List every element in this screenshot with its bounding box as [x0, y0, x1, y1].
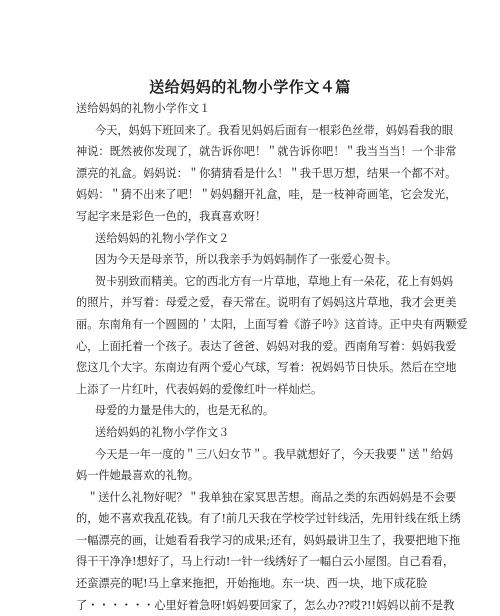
text-line: 写起字来是彩色一色的，我真喜欢呀！ — [76, 209, 267, 223]
text-line: 上添了一片红叶，代表妈妈的爱像红叶一样灿烂。 — [76, 382, 323, 396]
text-line: 母爱的力量是伟大的，也是无私的。 — [95, 404, 275, 418]
text-line: 您这几个大字。东南边有两个爱心气球，写着：祝妈妈节日快乐。然后在空地 — [76, 361, 457, 375]
section-heading: 送给妈妈的礼物小学作文２ — [95, 231, 230, 245]
text-line: 的，她不喜欢我乱花钱。有了!前几天我在学校学过针线活，先用针线在纸上绣 — [76, 512, 461, 526]
text-line: 今天是一年一度的＂三八妇女节＂。我早就想好了，今天我要＂送＂给妈 — [95, 447, 454, 461]
text-line: 心，上面托着一个孩子。表达了爸爸、妈妈对我的爱。西南角写着：妈妈我爱 — [76, 339, 457, 353]
section-heading: 送给妈妈的礼物小学作文１ — [76, 102, 211, 115]
text-line: 因为今天是母亲节，所以我亲手为妈妈制作了一张爱心贺卡。 — [95, 253, 398, 267]
text-line: 了・・・・・・心里好着急呀!妈妈要回家了，怎么办??哎?!!妈妈以前不是教 — [76, 598, 455, 612]
text-line: 得干干净净!想好了，马上行动!一针一线绣好了一幅白云小屋图。自己看看， — [76, 555, 455, 569]
text-line: 妈一件她最喜欢的礼物。 — [76, 469, 200, 483]
document-body — [76, 98, 468, 616]
document-title: 送给妈妈的礼物小学作文４篇 — [149, 78, 351, 96]
section-heading: 送给妈妈的礼物小学作文３ — [95, 425, 230, 439]
text-line: 贺卡别致而精美。它的西北方有一片草地，草地上有一朵花，花上有妈妈 — [95, 274, 454, 288]
text-line: 漂亮的礼盒。妈妈说：＂你猜猜看是什么！＂我千思万想，结果一个都不对。 — [76, 166, 457, 180]
text-line: 的照片，并写着：母爱之爱，春天常在。说明有了妈妈这片草地，我才会更美 — [76, 296, 457, 310]
text-line: 一幅漂亮的画，让她看看我学习的成果;还有，妈妈最讲卫生了，我要把地下拖 — [76, 533, 461, 547]
text-line: 还蛮漂亮的呢!马上拿来拖把，开始拖地。东一块、西一块，地下成花脸 — [76, 577, 428, 591]
text-line: ＂送什么礼物好呢？＂我单独在家冥思苦想。商品之类的东西妈妈是不会要 — [87, 490, 457, 504]
text-line: 妈妈：＂猜不出来了吧！＂妈妈翻开礼盒，哇，是一枝神奇画笔，它会发光， — [76, 188, 457, 202]
text-line: 神说：既然被你发现了，就告诉你吧！＂就告诉你吧！＂我当当当！一个非常 — [76, 145, 457, 159]
text-line: 今天，妈妈下班回来了。我看见妈妈后面有一根彩色丝带，妈妈看我的眼 — [95, 123, 454, 137]
text-line: 丽。东南角有一个圆圆的＇太阳，上面写着《游子吟》这首诗。正中央有两颗爱 — [76, 317, 468, 331]
